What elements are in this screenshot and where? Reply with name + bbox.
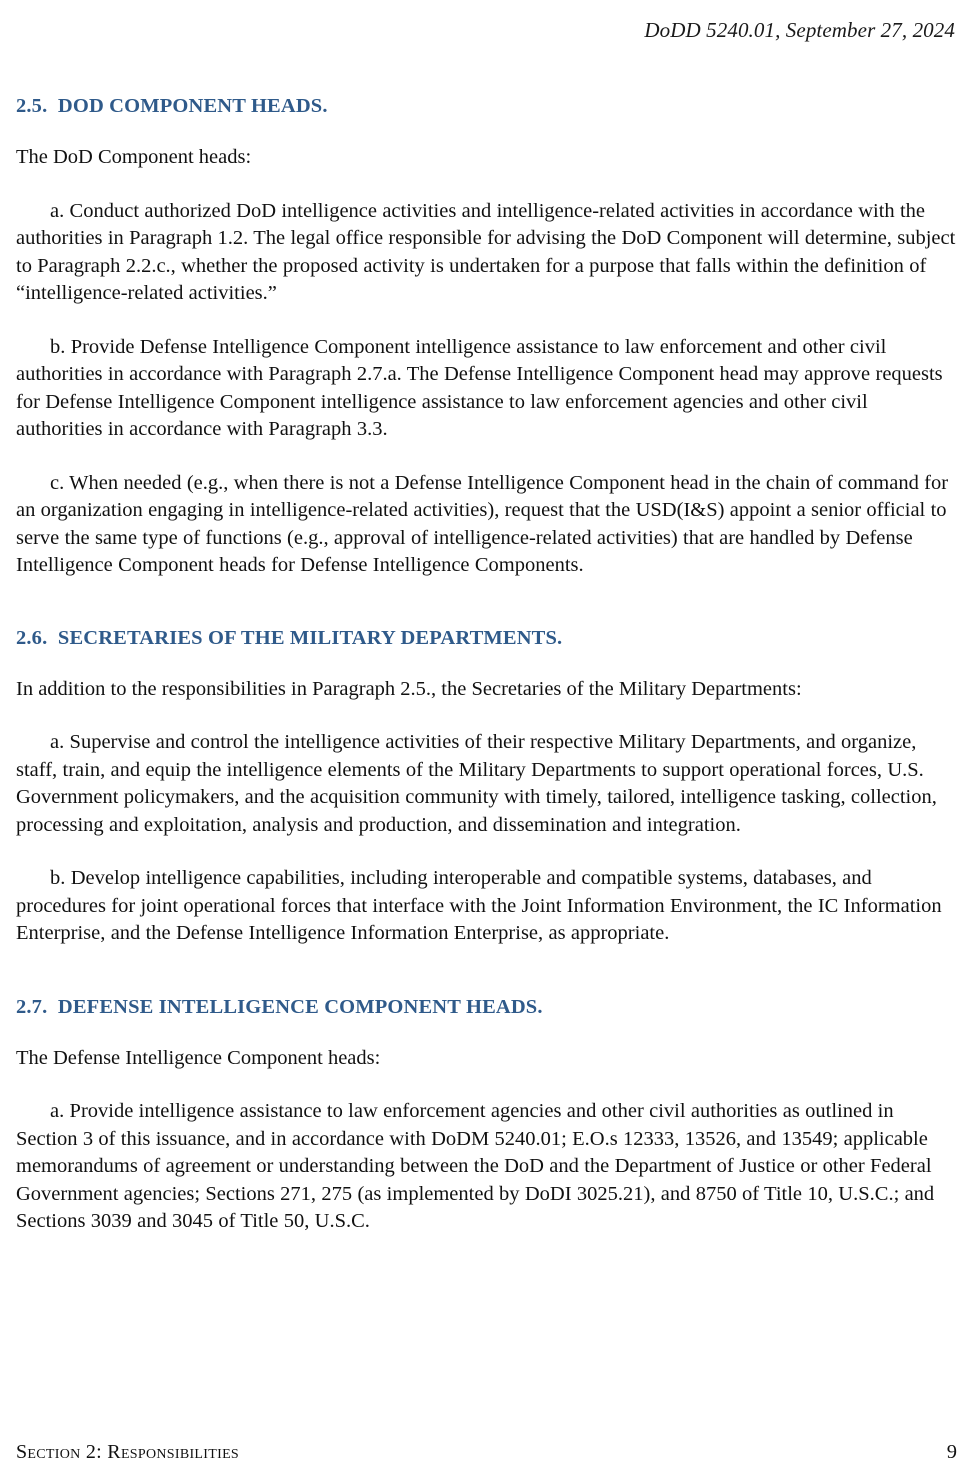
section-lead-2-5: The DoD Component heads:: [16, 146, 252, 168]
section-heading-2-5: 2.5. DOD COMPONENT HEADS.: [16, 95, 328, 117]
section-lead-2-6: In addition to the responsibilities in Paragraph 2.5., the Secretaries of the Military Departments:: [16, 677, 802, 700]
footer-section-label: Section 2: Responsibilities: [16, 1441, 240, 1463]
paragraph-2-6-b: b. Develop intelligence capabilities, including interoperable and compatible systems, databases, and procedures for joint operational forces that interface with the Joint Information Environment, the IC Information Enterprise, and the Defense Intelligence Information Enterprise, as appropriate.: [16, 867, 942, 944]
paragraph-2-5-b: b. Provide Defense Intelligence Component intelligence assistance to law enforcement and other civil authorities in accordance with Paragraph 2.7.a. The Defense Intelligence Component head may approve requests for Defense Intelligence Component intelligence assistance to law enforcement agencies and other civil authorities in accordance with Paragraph 3.3.: [16, 335, 943, 440]
footer-page-number: 9: [946, 1441, 957, 1463]
paragraph-2-6-a: a. Supervise and control the intelligence activities of their respective Military Departments, and organize, staff, train, and equip the intelligence elements of the Military Departments to support operational forces, U.S. Government policymakers, and the acquisition community with timely, tailored, intelligence tasking, collection, processing and exploitation, analysis and production, and dissemination and integration.: [16, 731, 937, 836]
section-heading-2-7: 2.7. DEFENSE INTELLIGENCE COMPONENT HEADS.: [16, 995, 543, 1018]
page-footer: [16, 1441, 957, 1464]
paragraph-2-7-a: a. Provide intelligence assistance to law enforcement agencies and other civil authorities as outlined in Section 3 of this issuance, and in accordance with DoDM 5240.01; E.O.s 12333, 13526, and 13549; applicable memorandums of agreement or understanding between the DoD and the Department of Justice or other Federal Government agencies; Sections 271, 275 (as implemented by DoDI 3025.21), and 8750 of Title 10, U.S.C.; and Sections 3039 and 3045 of Title 50, U.S.C.: [16, 1100, 935, 1232]
paragraph-2-5-a: a. Conduct authorized DoD intelligence activities and intelligence-related activities in accordance with the authorities in Paragraph 1.2. The legal office responsible for advising the DoD Component will determine, subject to Paragraph 2.2.c., whether the proposed activity is undertaken for a purpose that falls within the definition of “intelligence-related activities.”: [16, 199, 956, 304]
section-heading-2-6: 2.6. SECRETARIES OF THE MILITARY DEPARTMENTS.: [16, 626, 563, 649]
section-lead-2-7: The Defense Intelligence Component heads:: [16, 1046, 381, 1069]
paragraph-2-5-c: c. When needed (e.g., when there is not a Defense Intelligence Component head in the chain of command for an organization engaging in intelligence-related activities), request that the USD(I&S) appoint a senior official to serve the same type of functions (e.g., approval of intelligence-related activities) that are handled by Defense Intelligence Component heads for Defense Intelligence Components.: [16, 471, 949, 576]
document-header: DoDD 5240.01, September 27, 2024: [644, 18, 955, 42]
